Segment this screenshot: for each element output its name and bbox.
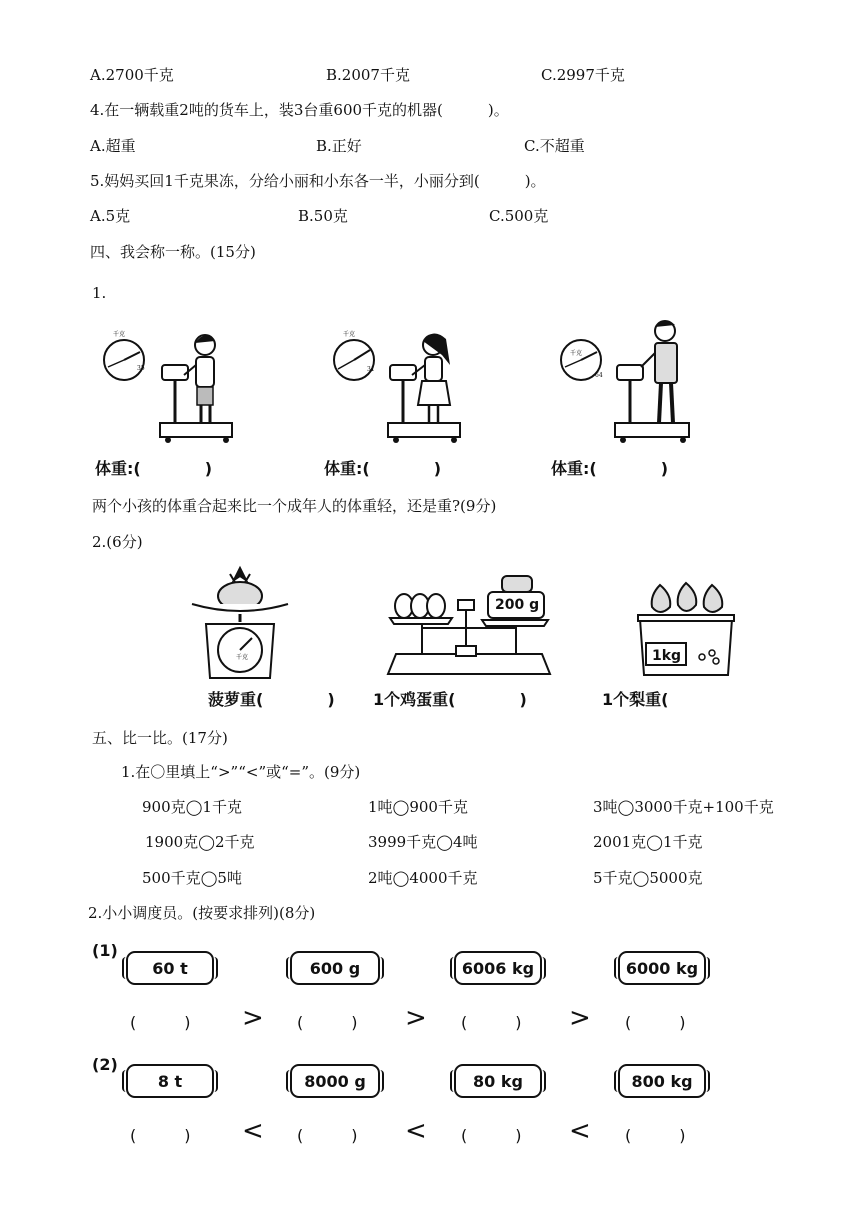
compare-2-3: 2001克◯1千克 bbox=[593, 833, 703, 851]
dial-unit-3: 千克 bbox=[570, 350, 583, 357]
option-b: B.2007千克 bbox=[326, 66, 410, 84]
sort-1-blank-2[interactable]: ( ) bbox=[297, 1013, 358, 1032]
sort-1-blank-3[interactable]: ( ) bbox=[461, 1013, 522, 1032]
compare-2-2: 3999千克◯4吨 bbox=[368, 833, 478, 851]
sort-1-blank-4[interactable]: ( ) bbox=[625, 1013, 686, 1032]
pineapple-caption: 菠萝重( ) bbox=[208, 690, 335, 709]
sort-1-symbol-3: > bbox=[569, 1003, 591, 1033]
sort-2-box-4: 800 kg bbox=[618, 1064, 706, 1098]
compare-1-2: 1吨◯900千克 bbox=[368, 798, 468, 816]
display-1kg-label: 1kg bbox=[652, 648, 682, 664]
section-5-title: 五、比一比。(17分) bbox=[92, 729, 228, 747]
dial-unit-1: 千克 bbox=[113, 331, 126, 338]
weight-200g-label: 200 g bbox=[495, 597, 540, 613]
sort-1-blank-1[interactable]: ( ) bbox=[130, 1013, 191, 1032]
sort-1-box-1: 60 t bbox=[126, 951, 214, 985]
sort-2-blank-4[interactable]: ( ) bbox=[625, 1126, 686, 1145]
compare-3-2: 2吨◯4000千克 bbox=[368, 869, 478, 887]
sort-1-box-4: 6000 kg bbox=[618, 951, 706, 985]
section-4-title: 四、我会称一称。(15分) bbox=[90, 243, 256, 261]
egg-caption: 1个鸡蛋重( ) bbox=[373, 690, 527, 709]
sort-1-box-3: 6006 kg bbox=[454, 951, 542, 985]
question-4: 4.在一辆载重2吨的货车上，装3台重600千克的机器( )。 bbox=[90, 101, 509, 119]
q4-option-a: A.超重 bbox=[90, 137, 136, 155]
compare-3-3: 5千克◯5000克 bbox=[593, 869, 703, 887]
compare-3-1: 500千克◯5吨 bbox=[142, 869, 242, 887]
weight-caption-2: 体重:( ) bbox=[324, 459, 442, 478]
sort-2-label: (2) bbox=[92, 1055, 118, 1074]
kitchen-scale-unit: 千克 bbox=[236, 654, 249, 661]
sort-2-blank-3[interactable]: ( ) bbox=[461, 1126, 522, 1145]
dial-unit-2: 千克 bbox=[343, 331, 356, 338]
q5-option-b: B.50克 bbox=[298, 207, 348, 225]
sort-2-blank-2[interactable]: ( ) bbox=[297, 1126, 358, 1145]
sort-2-blank-1[interactable]: ( ) bbox=[130, 1126, 191, 1145]
section-4-question: 两个小孩的体重合起来比一个成年人的体重轻，还是重?(9分) bbox=[92, 497, 497, 515]
q4-option-b: B.正好 bbox=[316, 137, 362, 155]
q5-option-c: C.500克 bbox=[489, 207, 549, 225]
compare-2-1: 1900克◯2千克 bbox=[145, 833, 255, 851]
sort-1-symbol-1: > bbox=[242, 1003, 264, 1033]
sort-1-symbol-2: > bbox=[405, 1003, 427, 1033]
pears-digital-scale-illustration bbox=[636, 575, 736, 677]
pineapple-kitchen-scale-illustration bbox=[190, 568, 290, 680]
compare-1-1: 900克◯1千克 bbox=[142, 798, 242, 816]
dial-tick-2: 31 bbox=[367, 366, 375, 373]
option-a: A.2700千克 bbox=[90, 66, 174, 84]
bathroom-scale-girl-illustration bbox=[330, 325, 470, 450]
section-5-q1: 1.在〇里填上“>”“<”或“=”。(9分) bbox=[121, 763, 361, 781]
q4-option-c: C.不超重 bbox=[524, 137, 585, 155]
sort-1-box-2: 600 g bbox=[290, 951, 380, 985]
bathroom-scale-adult-illustration bbox=[555, 315, 695, 450]
egg-balance-scale-illustration bbox=[382, 576, 554, 676]
sort-2-box-2: 8000 g bbox=[290, 1064, 380, 1098]
sort-2-symbol-3: < bbox=[569, 1116, 591, 1146]
q2-label: 2.(6分) bbox=[92, 533, 143, 551]
compare-1-3: 3吨◯3000千克+100千克 bbox=[593, 798, 774, 816]
section-5-q2: 2.小小调度员。(按要求排列)(8分) bbox=[88, 904, 316, 922]
dial-tick-1: 35 bbox=[137, 365, 145, 372]
q5-option-a: A.5克 bbox=[90, 207, 131, 225]
sort-2-box-1: 8 t bbox=[126, 1064, 214, 1098]
sort-1-label: (1) bbox=[92, 941, 118, 960]
sort-2-box-3: 80 kg bbox=[454, 1064, 542, 1098]
dial-tick-3: 64 bbox=[595, 372, 603, 379]
weight-caption-1: 体重:( ) bbox=[95, 459, 213, 478]
sort-2-symbol-2: < bbox=[405, 1116, 427, 1146]
q1-label: 1. bbox=[92, 284, 107, 302]
sort-2-symbol-1: < bbox=[242, 1116, 264, 1146]
pear-caption: 1个梨重( bbox=[602, 690, 669, 709]
bathroom-scale-boy-illustration bbox=[100, 325, 240, 450]
weight-caption-3: 体重:( ) bbox=[551, 459, 669, 478]
question-5: 5.妈妈买回1千克果冻，分给小丽和小东各一半，小丽分到( )。 bbox=[90, 172, 546, 190]
option-c: C.2997千克 bbox=[541, 66, 625, 84]
